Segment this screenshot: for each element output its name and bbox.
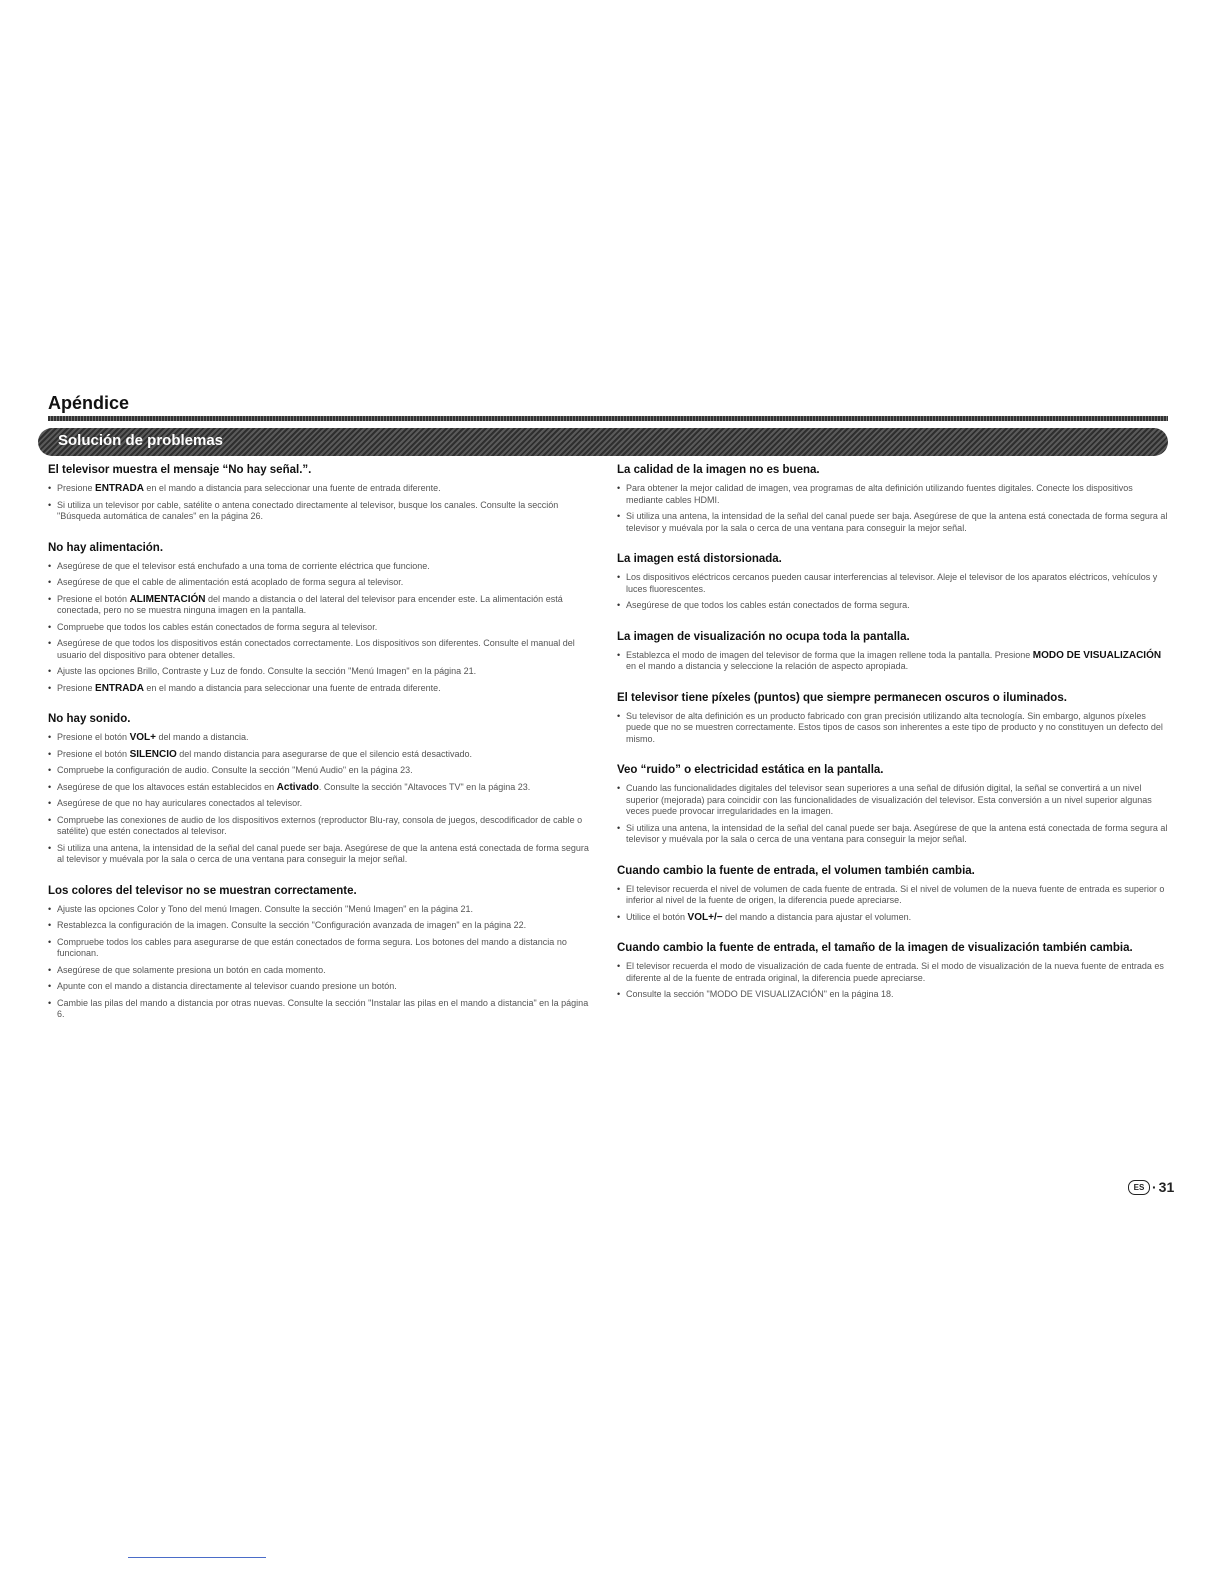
bullet-item [48,749,596,761]
bullet-text: en el mando a distancia y seleccione la relación de aspecto apropiada. [626,661,909,671]
troubleshooting-topic [48,712,596,866]
bullet-text: Presione [57,682,96,693]
bullet-item [617,823,1169,846]
section-banner [38,428,1168,456]
bullet-text: El televisor recuerda el modo de visualización de cada fuente de entrada. Si el modo de visualización de la nueva fuente de entrada es diferente al de la fuente de entrada original, la diferencia puede apreciarse. [626,961,1164,983]
bullet-item [617,650,1169,673]
bullet-text: El televisor recuerda el nivel de volumen de cada fuente de entrada. Si el nivel de volumen de la nueva fuente de entrada es superior o inferior al nivel de la fuente de origen, la diferencia puede apreciarse. [626,883,1165,905]
bullet-item [617,912,1169,924]
bullet-item [48,981,596,993]
button-name: VOL+ [129,732,156,743]
bullet-text: Presione el botón [57,732,130,742]
topic-bullet-list [48,732,596,866]
page-separator: · [1152,1179,1157,1195]
section-title: Solución de problemas [58,432,224,449]
bullet-text: Compruebe todos los cables para asegurarse de que están conectados de forma segura. Los botones del mando a distancia no funcionan. [57,936,567,958]
troubleshooting-topic [48,541,596,695]
bullet-text: Para obtener la mejor calidad de imagen, vea programas de alta definición utilizando fuentes digitales. Conecte los dispositivos mediante cables HDMI. [626,483,1133,505]
topic-heading: Veo “ruido” o electricidad estática en la pantalla. [617,764,884,776]
troubleshooting-topic [617,552,1169,612]
bullet-text: Compruebe la configuración de audio. Consulte la sección "Menú Audio" en la página 23. [57,765,413,775]
bullet-text: Ajuste las opciones Color y Tono del menú Imagen. Consulte la sección "Menú Imagen" en la página 21. [57,903,473,914]
troubleshooting-topic [617,691,1169,746]
bullet-text: Asegúrese de que todos los cables están conectados de forma segura. [626,600,910,610]
topic-bullet-list [617,650,1169,673]
bullet-text: del mando a distancia para ajustar el volumen. [722,911,912,922]
bullet-text: Los dispositivos eléctricos cercanos pueden causar interferencias al televisor. Aleje el televisor de los aparatos eléctricos, vehículos y luces fluorescentes. [626,572,1158,594]
troubleshooting-topic [617,941,1169,1001]
bullet-item [48,732,596,744]
bullet-item [48,782,596,794]
bullet-text: Asegúrese de que los altavoces están establecidos en [57,781,277,792]
bullet-text: en el mando a distancia para seleccionar una fuente de entrada diferente. [143,483,441,493]
topic-bullet-list [617,483,1169,534]
left-column [48,463,596,1039]
bullet-item [48,937,596,960]
troubleshooting-topic [48,463,596,523]
bullet-item [48,765,596,777]
bullet-text: Restablezca la configuración de la imagen. Consulte la sección "Configuración avanzada de imagen" en la página 22. [57,920,527,930]
bullet-item [617,483,1169,506]
button-name: Activado [276,781,319,793]
bullet-item [48,998,596,1021]
bullet-text: Presione [57,483,96,493]
bullet-item [48,666,596,678]
topic-bullet-list [48,904,596,1021]
right-column [617,463,1169,1019]
topic-heading: La imagen está distorsionada. [617,553,782,565]
bullet-item [48,798,596,810]
bullet-text: Si utiliza una antena, la intensidad de la señal del canal puede ser baja. Asegúrese de que la antena está conectada de forma segura al televisor y muévala por la sala o cerca de una ventana para conseguir la mejor señal. [57,842,589,864]
topic-bullet-list [617,884,1169,924]
bullet-text: Cambie las pilas del mando a distancia por otras nuevas. Consulte la sección "Instalar las pilas en el mando a distancia" en la página 6. [57,997,589,1019]
bullet-text: del mando a distancia. [155,732,249,742]
bullet-text: Establezca el modo de imagen del televisor de forma que la imagen rellene toda la pantalla. Presione [626,649,1033,660]
page-number-value: 31 [1158,1179,1175,1195]
topic-heading: El televisor tiene píxeles (puntos) que siempre permanecen oscuros o iluminados. [617,691,1067,704]
bullet-item [48,904,596,916]
bullet-text: Asegúrese de que el cable de alimentación está acoplado de forma segura al televisor. [57,577,404,587]
troubleshooting-topic [48,884,596,1021]
troubleshooting-topic [617,763,1169,846]
troubleshooting-topic [617,463,1169,534]
topic-bullet-list [48,483,596,523]
topic-heading: La imagen de visualización no ocupa toda la pantalla. [617,630,910,643]
bullet-text: Consulte la sección "MODO DE VISUALIZACIÓN" en la página 18. [626,989,894,999]
bullet-item [617,884,1169,907]
bullet-text: Presione el botón [57,748,130,759]
language-badge-icon: ES [1128,1180,1150,1195]
bullet-item [48,561,596,573]
topic-bullet-list [617,783,1169,846]
bullet-text: del mando a distancia o del lateral del televisor para encender este. La alimentación está conectada, pero no se muestra ninguna imagen en la pantalla. [57,593,563,615]
button-name: MODO DE VISUALIZACIÓN [1032,649,1162,661]
bullet-text: del mando distancia para asegurarse de que el silencio está desactivado. [176,748,472,759]
chapter-title: Apéndice [48,393,130,413]
bullet-text: Asegúrese de que todos los dispositivos están conectados correctamente. Los dispositivos son diferentes. Consulte el manual del usuario del dispositivo para obtener detalles. [57,638,575,660]
bullet-text: Asegúrese de que no hay auriculares conectados al televisor. [57,798,303,808]
bullet-item [48,500,596,523]
bullet-item [48,577,596,589]
troubleshooting-topic [617,864,1169,924]
bullet-item [617,511,1169,534]
button-name: ENTRADA [95,682,144,694]
topic-heading: Los colores del televisor no se muestran correctamente. [48,884,357,897]
topic-heading: El televisor muestra el mensaje “No hay señal.”. [48,464,312,476]
bullet-text: Asegúrese de que el televisor está enchufado a una toma de corriente eléctrica que funcione. [57,560,430,571]
topic-bullet-list [617,572,1169,612]
button-name: ENTRADA [95,483,144,494]
button-name: VOL+/− [687,911,723,923]
bullet-item [617,989,1169,1001]
bullet-text: Si utiliza un televisor por cable, satélite o antena conectado directamente al televisor, busque los canales. Consulte la sección "Búsqueda automática de canales" en la página 26. [57,499,559,521]
topic-heading: Cuando cambio la fuente de entrada, el volumen también cambia. [617,864,975,877]
topic-heading: Cuando cambio la fuente de entrada, el tamaño de la imagen de visualización también cambia. [617,942,1133,954]
chapter-divider [48,416,1168,421]
bullet-text: Su televisor de alta definición es un producto fabricado con gran precisión utilizando alta tecnología. Sin embargo, algunos píxeles puede que no se muestren correctamente. Estos tipos de casos son inherentes a este tipo de producto y no constituyen un defecto del mismo. [626,710,1163,744]
bullet-text: . Consulte la sección "Altavoces TV" en la página 23. [318,781,531,792]
bullet-item [617,783,1169,818]
bullet-text: Cuando las funcionalidades digitales del televisor sean superiores a una señal de difusión digital, la señal se convertirá a un nivel superior (mejorada) para coincidir con las funcionalidades de visualización del televisor. Esta conversión a un nivel superior algunas veces puede provocar irregularidades en la imagen. [626,783,1152,816]
bullet-text: Asegúrese de que solamente presiona un botón en cada momento. [57,964,326,975]
bullet-item [48,815,596,838]
bullet-item [48,843,596,866]
bullet-text: Ajuste las opciones Brillo, Contraste y Luz de fondo. Consulte la sección "Menú Imagen" en la página 21. [57,666,477,676]
bullet-item [48,594,596,617]
bullet-text: Compruebe que todos los cables están conectados de forma segura al televisor. [57,621,378,632]
button-name: SILENCIO [129,748,177,760]
bullet-item [48,622,596,634]
bullet-item [48,638,596,661]
bullet-item [617,600,1169,612]
bullet-text: Apunte con el mando a distancia directamente al televisor cuando presione un botón. [57,981,397,991]
page-number [1128,1179,1174,1195]
troubleshooting-topic [617,630,1169,673]
bullet-item [617,572,1169,595]
bullet-text: Compruebe las conexiones de audio de los dispositivos externos (reproductor Blu-ray, consola de juegos, descodificador de cable o satélite) que estén conectados al televisor. [57,814,583,836]
topic-heading: No hay alimentación. [48,541,164,554]
bullet-item [617,961,1169,984]
topic-bullet-list [48,561,596,695]
bullet-text: Presione el botón [57,593,130,604]
bullet-item [48,965,596,977]
topic-heading: No hay sonido. [48,713,131,725]
topic-bullet-list [617,711,1169,746]
bullet-text: Si utiliza una antena, la intensidad de la señal del canal puede ser baja. Asegúrese de que la antena está conectada de forma segura al televisor y muévala por la sala o cerca de una ventana para conseguir la mejor señal. [626,511,1168,533]
topic-bullet-list [617,961,1169,1001]
bottom-rule [128,1557,266,1558]
bullet-item [48,683,596,695]
button-name: ALIMENTACIÓN [129,593,206,605]
bullet-item [48,920,596,932]
bullet-text: Si utiliza una antena, la intensidad de la señal del canal puede ser baja. Asegúrese de que la antena está conectada de forma segura al televisor y muévala por la sala o cerca de una ventana para conseguir la mejor señal. [626,822,1168,844]
bullet-item [617,711,1169,746]
bullet-text: Utilice el botón [626,911,688,922]
bullet-text: en el mando a distancia para seleccionar una fuente de entrada diferente. [143,682,441,693]
topic-heading: La calidad de la imagen no es buena. [617,464,820,476]
bullet-item [48,483,596,495]
